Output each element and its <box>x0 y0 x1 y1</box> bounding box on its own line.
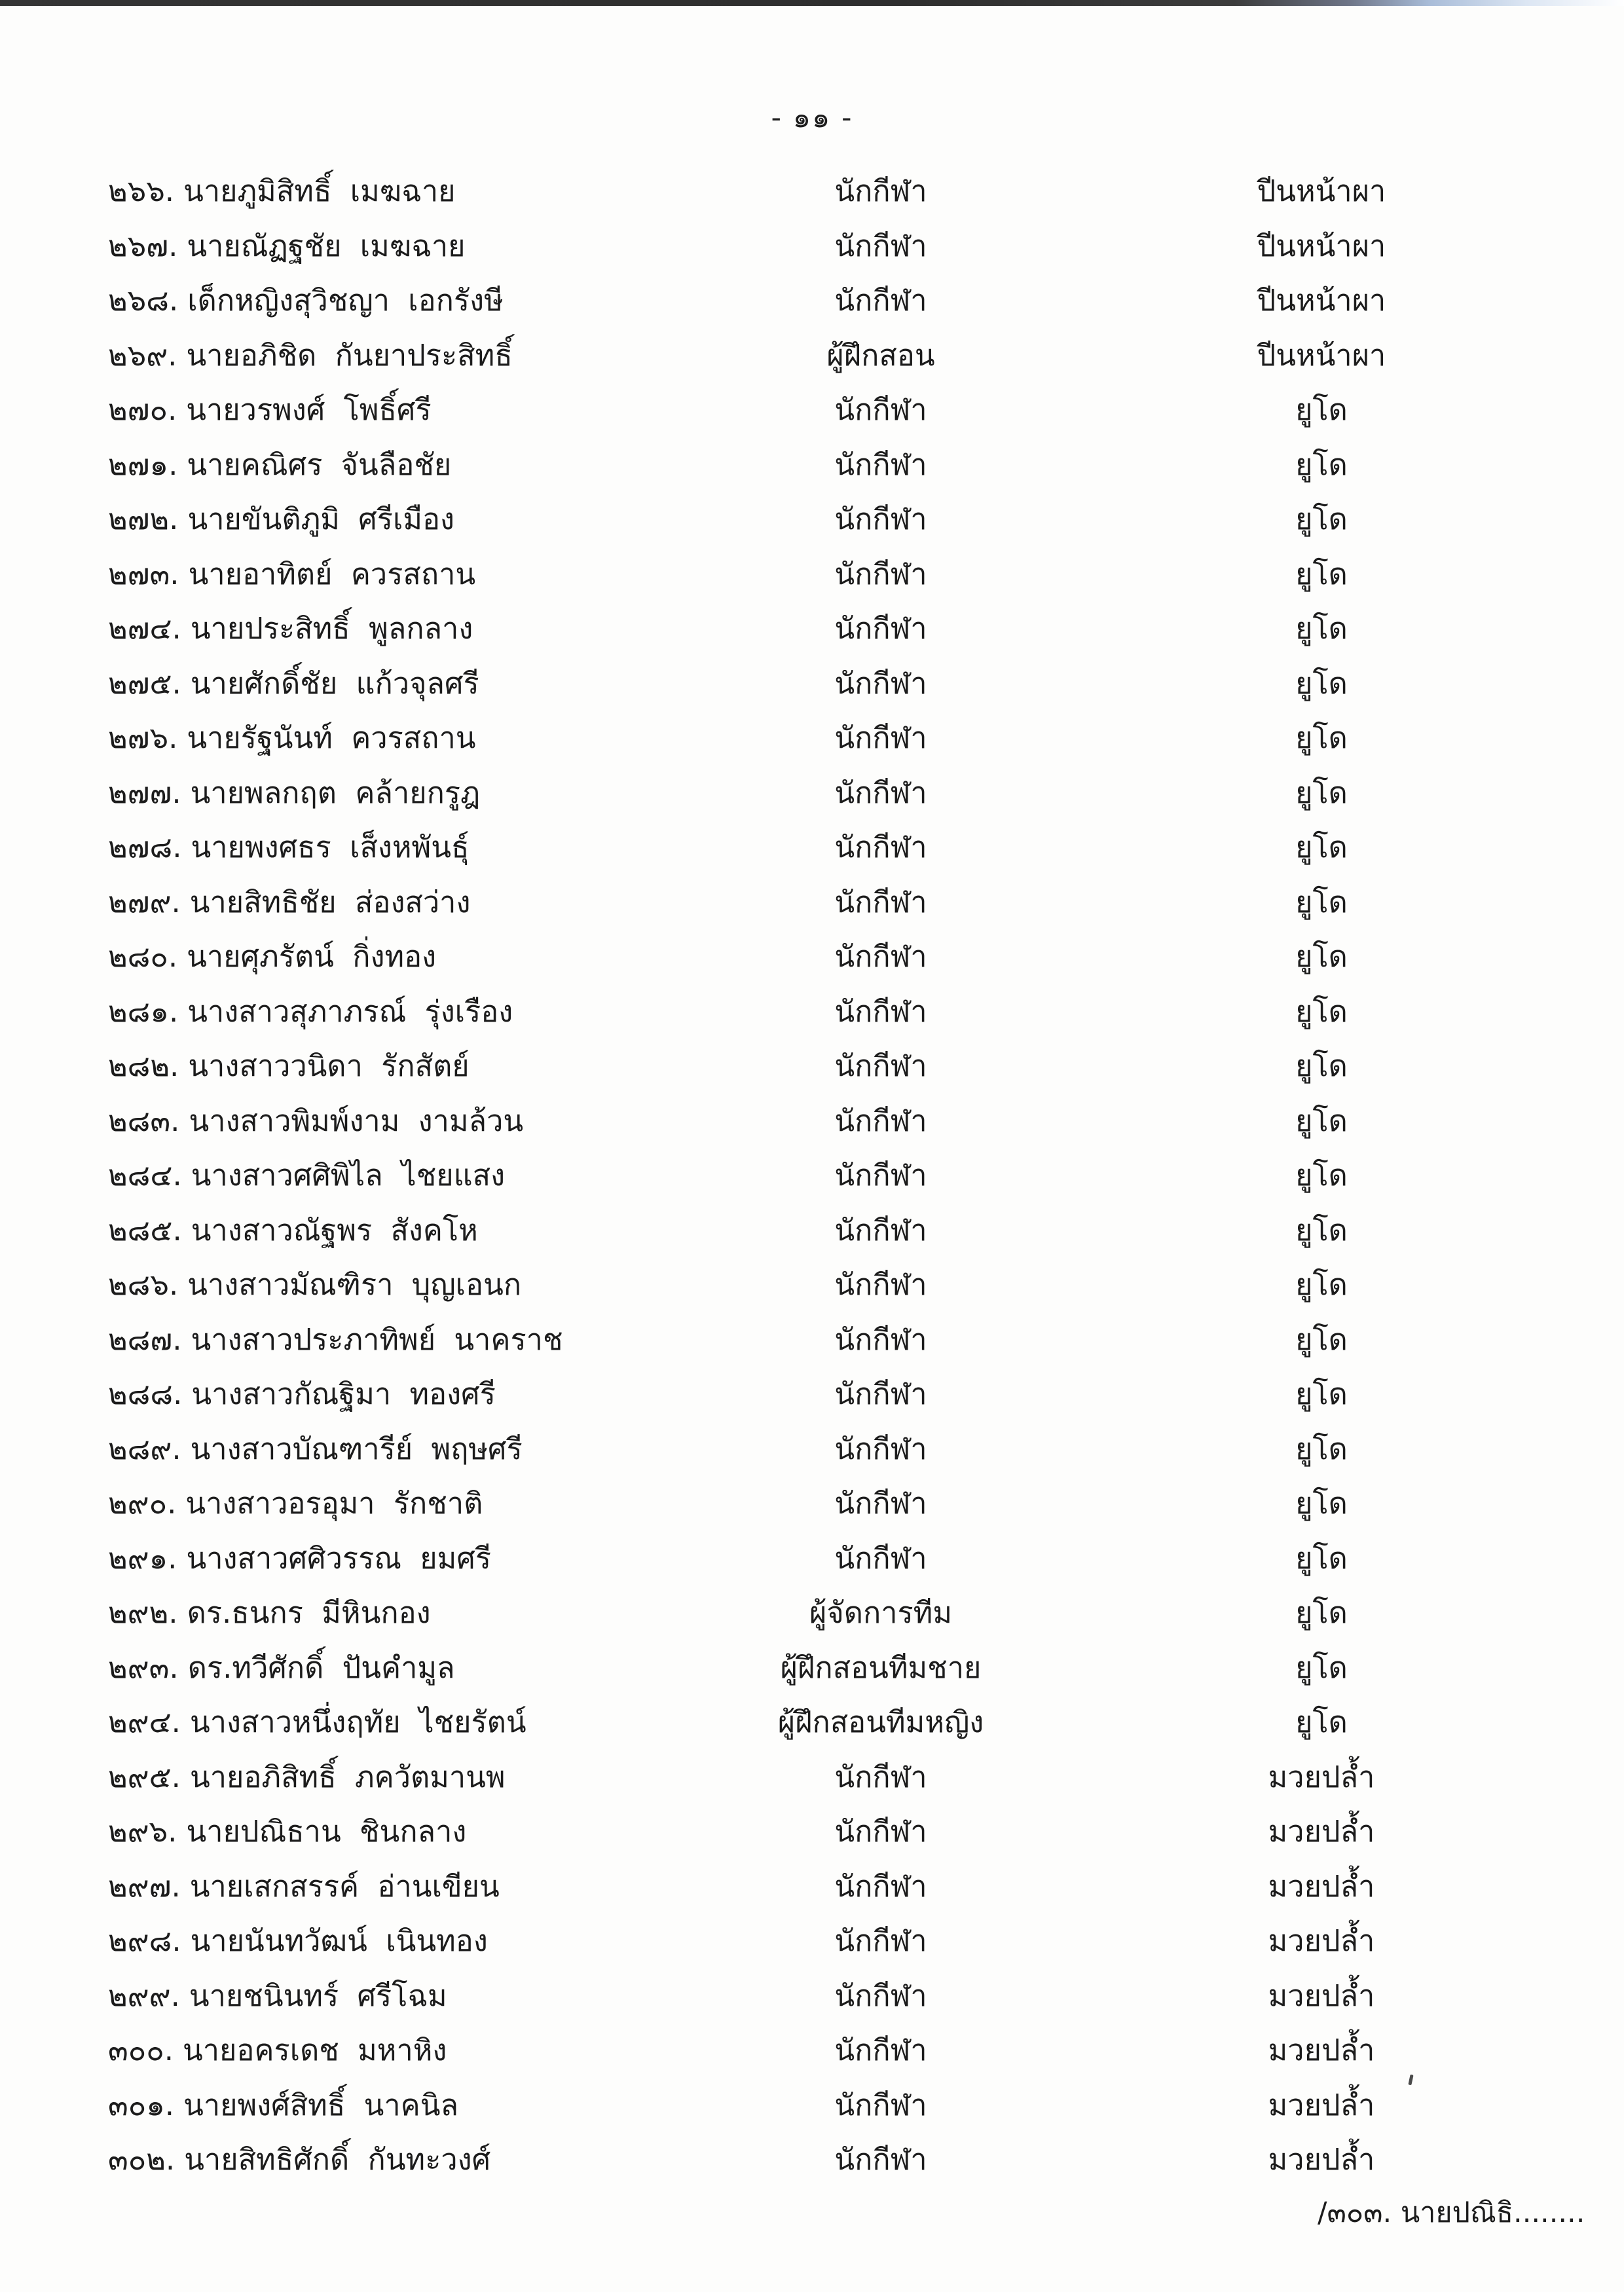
entry-sport: ยูโด <box>1295 556 1348 591</box>
entry-number: ๒๘๒. <box>108 1048 179 1083</box>
entry-sport: ยูโด <box>1295 611 1348 646</box>
entry-role: นักกีฬา <box>834 1868 927 1904</box>
table-row <box>108 992 1588 1031</box>
entry-sport: มวยปล้ำ <box>1268 2087 1375 2122</box>
entry-sport: ยูโด <box>1295 1705 1348 1739</box>
entry-name-cell <box>108 885 470 919</box>
entry-number: ๒๙๔. <box>108 1705 181 1739</box>
entry-sport: มวยปล้ำ <box>1268 1868 1375 1904</box>
entry-number: ๒๘๔. <box>108 1158 182 1192</box>
entry-sport: มวยปล้ำ <box>1268 1978 1375 2013</box>
continuation-note: /๓๐๓. นายปณิธิ........ <box>1318 2196 1585 2229</box>
entry-sport: ยูโด <box>1295 1540 1348 1576</box>
entry-sport: ยูโด <box>1295 1212 1348 1248</box>
page-number: - ๑๑ - <box>771 102 853 134</box>
entry-sport: ยูโด <box>1295 775 1348 810</box>
entry-name-cell <box>108 174 455 208</box>
entry-sport: มวยปล้ำ <box>1268 2142 1375 2177</box>
entry-name: นางสาววนิดา รักสัตย์ <box>188 1048 470 1083</box>
entry-number: ๒๖๗. <box>108 228 178 263</box>
entry-name-cell <box>108 611 473 646</box>
entry-role: นักกีฬา <box>834 447 927 482</box>
entry-name-cell <box>108 2088 458 2122</box>
entry-number: ๒๖๘. <box>108 283 179 318</box>
table-row <box>108 609 1588 648</box>
entry-name: นายรัฐนันท์ ควรสถาน <box>187 720 476 755</box>
entry-name-cell <box>108 283 504 318</box>
entry-sport: ยูโด <box>1295 1158 1348 1192</box>
entry-sport: ยูโด <box>1295 884 1348 919</box>
entry-name: นางสาวพิมพ์งาม งามล้วน <box>189 1103 524 1138</box>
entry-role: นักกีฬา <box>834 611 927 646</box>
entry-name: นายประสิทธิ์ พูลกลาง <box>190 611 473 646</box>
entry-name-cell <box>108 720 476 755</box>
table-row <box>108 1648 1588 1688</box>
table-row <box>108 1265 1588 1304</box>
entry-name: นายวรพงศ์ โพธิ์ศรี <box>186 392 432 427</box>
table-row <box>108 1867 1588 1906</box>
table-row <box>108 445 1588 485</box>
table-row <box>108 227 1588 266</box>
entry-role: นักกีฬา <box>834 993 927 1029</box>
entry-sport: ยูโด <box>1295 720 1348 755</box>
table-row <box>108 390 1588 430</box>
entry-name: นายสิทธิชัย ส่องสว่าง <box>189 884 471 919</box>
entry-role: นักกีฬา <box>834 283 927 318</box>
entry-name-cell <box>108 502 454 536</box>
table-row <box>108 1758 1588 1797</box>
entry-role: นักกีฬา <box>834 2142 927 2177</box>
entry-name-cell <box>108 2033 447 2067</box>
table-row <box>108 1484 1588 1523</box>
entry-name: เด็กหญิงสุวิชญา เอกรังษี <box>187 283 504 318</box>
entry-role: นักกีฬา <box>834 1923 927 1958</box>
entry-number: ๒๙๐. <box>108 1486 177 1521</box>
entry-name-cell <box>108 1267 521 1302</box>
entry-name: นายพงศธร เส็งหพันธุ์ <box>191 830 470 864</box>
entry-name-cell <box>108 229 466 263</box>
entry-number: ๒๗๐. <box>108 392 177 427</box>
entry-name: นายศักดิ์ชัย แก้วจุลศรี <box>190 665 479 701</box>
entry-role: นักกีฬา <box>834 392 927 427</box>
entry-sport: ยูโด <box>1295 1377 1348 1411</box>
entry-name: นางสาวมัณฑิรา บุญเอนก <box>187 1267 522 1302</box>
entry-number: ๒๙๒. <box>108 1595 178 1630</box>
entry-role: นักกีฬา <box>834 1212 927 1248</box>
entry-name: นางสาวศศิพิไล ไชยแสง <box>191 1158 506 1192</box>
table-row <box>108 1320 1588 1359</box>
entry-sport: ยูโด <box>1295 939 1348 974</box>
entry-role: นักกีฬา <box>834 556 927 591</box>
entry-name-cell <box>108 1486 483 1521</box>
entry-sport: ยูโด <box>1295 1267 1348 1302</box>
table-row <box>108 2031 1588 2070</box>
table-row <box>108 1101 1588 1141</box>
entry-name: นางสาวศศิวรรณ ยมศรี <box>186 1540 492 1576</box>
entry-number: ๒๗๖. <box>108 720 178 755</box>
entry-name: นางสาวบัณฑารีย์ พฤษศรี <box>190 1431 523 1466</box>
table-row <box>108 883 1588 922</box>
entry-name: นายพลกฤต คล้ายกรูฎ <box>190 775 481 810</box>
entry-name-cell <box>108 830 469 864</box>
entry-sport: มวยปล้ำ <box>1268 1759 1375 1794</box>
entry-number: ๒๙๘. <box>108 1923 181 1958</box>
entry-role: ผู้จัดการทีม <box>809 1595 952 1630</box>
entry-name: นายพงศ์สิทธิ์ นาคนิล <box>183 2087 459 2122</box>
entry-sport: มวยปล้ำ <box>1268 2033 1375 2067</box>
entry-name: นายนันทวัฒน์ เนินทอง <box>190 1923 488 1958</box>
entry-name-cell <box>108 1103 523 1138</box>
table-row <box>108 1812 1588 1851</box>
entry-sport: ยูโด <box>1295 830 1348 864</box>
entry-role: นักกีฬา <box>834 2087 927 2122</box>
entry-name-cell <box>108 1377 496 1411</box>
entry-number: ๒๖๙. <box>108 337 177 373</box>
table-row <box>108 664 1588 703</box>
entry-role: นักกีฬา <box>834 502 927 536</box>
entry-role: นักกีฬา <box>834 174 927 208</box>
entry-name: ดร.ทวีศักดิ์ ปันคำมูล <box>187 1650 455 1685</box>
entry-role: นักกีฬา <box>834 1431 927 1466</box>
entry-sport: ยูโด <box>1295 392 1348 427</box>
table-row <box>108 1921 1588 1961</box>
table-row <box>108 718 1588 758</box>
table-row <box>108 773 1588 813</box>
entry-number: ๒๖๖. <box>108 174 175 208</box>
entry-number: ๒๘๗. <box>108 1322 182 1357</box>
table-row <box>108 2140 1588 2179</box>
table-row <box>108 1211 1588 1250</box>
entry-name: นางสาวกัณฐิมา ทองศรี <box>191 1377 496 1411</box>
table-row <box>108 2086 1588 2125</box>
entry-name-cell <box>108 1869 500 1904</box>
entry-role: นักกีฬา <box>834 1103 927 1138</box>
table-row <box>108 555 1588 594</box>
table-row <box>108 828 1588 867</box>
entry-role: นักกีฬา <box>834 1540 927 1576</box>
entry-name-cell <box>108 1048 470 1083</box>
entry-name: นายอภิสิทธิ์ ภควัตมานพ <box>189 1759 506 1794</box>
entry-number: ๒๘๕. <box>108 1212 182 1248</box>
entry-number: ๓๐๑. <box>108 2087 175 2122</box>
entry-sport: ยูโด <box>1295 1486 1348 1521</box>
entry-role: ผู้ฝึกสอนทีมหญิง <box>777 1705 984 1739</box>
entry-number: ๒๗๒. <box>108 502 179 536</box>
entry-name-cell <box>108 775 480 810</box>
entry-role: ผู้ฝึกสอนทีมชาย <box>780 1650 982 1685</box>
entry-name: นายขันติภูมิ ศรีเมือง <box>187 502 455 536</box>
entry-sport: ยูโด <box>1295 502 1348 536</box>
entry-name: นายศุภรัตน์ กิ่งทอง <box>187 939 437 974</box>
entry-sport: ปีนหน้าผา <box>1257 283 1386 318</box>
entry-number: ๒๗๘. <box>108 830 182 864</box>
entry-number: ๒๗๑. <box>108 447 178 482</box>
entry-number: ๒๗๓. <box>108 556 179 591</box>
entry-role: นักกีฬา <box>834 2033 927 2067</box>
entry-sport: ยูโด <box>1295 447 1348 482</box>
entry-name: นายชนินทร์ ศรีโฉม <box>189 1978 447 2013</box>
entry-sport: ยูโด <box>1295 1650 1348 1685</box>
entry-sport: ยูโด <box>1295 993 1348 1029</box>
entry-name: นายอาทิตย์ ควรสถาน <box>188 556 476 591</box>
entry-role: ผู้ฝึกสอน <box>826 337 935 373</box>
entry-role: นักกีฬา <box>834 830 927 864</box>
entry-name-cell <box>108 392 432 427</box>
entry-name-cell <box>108 1705 526 1739</box>
entry-name: นางสาวประภาทิพย์ นาคราช <box>191 1322 563 1357</box>
entry-name: นายเสกสรรค์ อ่านเขียน <box>189 1868 500 1904</box>
entry-name-cell <box>108 1760 506 1794</box>
table-row <box>108 1703 1588 1742</box>
entry-role: นักกีฬา <box>834 1322 927 1357</box>
entry-role: นักกีฬา <box>834 1048 927 1083</box>
table-row <box>108 172 1588 211</box>
table-row <box>108 500 1588 539</box>
entry-role: นักกีฬา <box>834 1759 927 1794</box>
entry-role: นักกีฬา <box>834 884 927 919</box>
entry-number: ๒๘๘. <box>108 1377 183 1411</box>
entry-name-cell <box>108 1923 488 1958</box>
entry-sport: ยูโด <box>1295 1322 1348 1357</box>
entry-number: ๒๙๗. <box>108 1868 181 1904</box>
entry-name-cell <box>108 1650 455 1685</box>
table-row <box>108 1046 1588 1086</box>
table-row <box>108 937 1588 976</box>
entry-name: นางสาวณัฐพร สังคโห <box>191 1212 478 1248</box>
entry-role: นักกีฬา <box>834 939 927 974</box>
entry-role: นักกีฬา <box>834 1814 927 1849</box>
entry-sport: มวยปล้ำ <box>1268 1814 1375 1849</box>
entry-name-cell <box>108 1432 523 1466</box>
entry-name-cell <box>108 1595 431 1630</box>
entry-name: นายอครเดช มหาหิง <box>183 2033 447 2067</box>
entry-name: นายคณิศร จันลือชัย <box>187 447 452 482</box>
entry-number: ๒๗๔. <box>108 611 181 646</box>
entry-number: ๒๘๐. <box>108 939 178 974</box>
entry-number: ๒๘๓. <box>108 1103 180 1138</box>
entry-role: นักกีฬา <box>834 1377 927 1411</box>
entry-number: ๒๙๙. <box>108 1978 180 2013</box>
entry-name-cell <box>108 1158 505 1192</box>
entry-name: นายอภิชิด กันยาประสิทธิ์ <box>186 337 513 373</box>
table-row <box>108 1156 1588 1195</box>
entry-name: นางสาวอรอุมา รักชาติ <box>185 1486 483 1521</box>
entry-sport: ยูโด <box>1295 1103 1348 1138</box>
entry-role: นักกีฬา <box>834 1267 927 1302</box>
entry-name-cell <box>108 447 451 482</box>
entry-number: ๒๗๗. <box>108 775 181 810</box>
entry-number: ๓๐๒. <box>108 2142 175 2177</box>
entry-role: นักกีฬา <box>834 228 927 263</box>
entry-role: นักกีฬา <box>834 1486 927 1521</box>
entry-name-cell <box>108 939 436 974</box>
entry-name-cell <box>108 666 479 701</box>
entry-sport: ปีนหน้าผา <box>1257 337 1386 373</box>
entry-name-cell <box>108 1814 466 1849</box>
entry-role: นักกีฬา <box>834 1978 927 2013</box>
entry-name: นางสาวสุภาภรณ์ รุ่งเรือง <box>187 993 513 1029</box>
entry-name-cell <box>108 1213 478 1248</box>
entry-role: นักกีฬา <box>834 720 927 755</box>
entry-sport: ปีนหน้าผา <box>1257 228 1386 263</box>
entry-number: ๒๗๙. <box>108 884 181 919</box>
entry-name-cell <box>108 557 475 591</box>
entry-name-cell <box>108 338 513 373</box>
table-row <box>108 1375 1588 1414</box>
entry-number: ๒๗๕. <box>108 665 181 701</box>
entry-sport: มวยปล้ำ <box>1268 1923 1375 1958</box>
entry-name: นายภูมิสิทธิ์ เมฆฉาย <box>183 174 456 208</box>
entry-number: ๒๙๑. <box>108 1540 177 1576</box>
entry-name-cell <box>108 994 513 1029</box>
entry-sport: ปีนหน้าผา <box>1257 174 1386 208</box>
table-row <box>108 1430 1588 1469</box>
entry-role: นักกีฬา <box>834 775 927 810</box>
table-row <box>108 1593 1588 1633</box>
entry-name-cell <box>108 1541 491 1576</box>
entry-sport: ยูโด <box>1295 1431 1348 1466</box>
entry-number: ๓๐๐. <box>108 2033 174 2067</box>
entry-name: นายปณิธาน ชินกลาง <box>186 1814 467 1849</box>
entry-name-cell <box>108 1978 447 2013</box>
table-row <box>108 281 1588 320</box>
entry-name-cell <box>108 2142 490 2177</box>
entry-number: ๒๘๑. <box>108 993 179 1029</box>
entry-name: นางสาวหนึ่งฤทัย ไชยรัตน์ <box>189 1705 526 1739</box>
table-row <box>108 1539 1588 1578</box>
entry-sport: ยูโด <box>1295 1048 1348 1083</box>
entry-number: ๒๙๓. <box>108 1650 179 1685</box>
entry-name: ดร.ธนกร มีหินกอง <box>187 1595 431 1630</box>
entry-role: นักกีฬา <box>834 1158 927 1192</box>
entry-sport: ยูโด <box>1295 1595 1348 1630</box>
entry-name: นายณัฏฐชัย เมฆฉาย <box>187 228 466 263</box>
entry-role: นักกีฬา <box>834 665 927 701</box>
table-row <box>108 336 1588 375</box>
entry-number: ๒๙๕. <box>108 1759 181 1794</box>
entry-name: นายสิทธิศักดิ์ กันทะวงศ์ <box>184 2142 491 2177</box>
entry-number: ๒๘๙. <box>108 1431 181 1466</box>
entry-number: ๒๘๖. <box>108 1267 179 1302</box>
entry-number: ๒๙๖. <box>108 1814 177 1849</box>
entry-name-cell <box>108 1322 563 1357</box>
entry-sport: ยูโด <box>1295 665 1348 701</box>
table-row <box>108 1976 1588 2016</box>
